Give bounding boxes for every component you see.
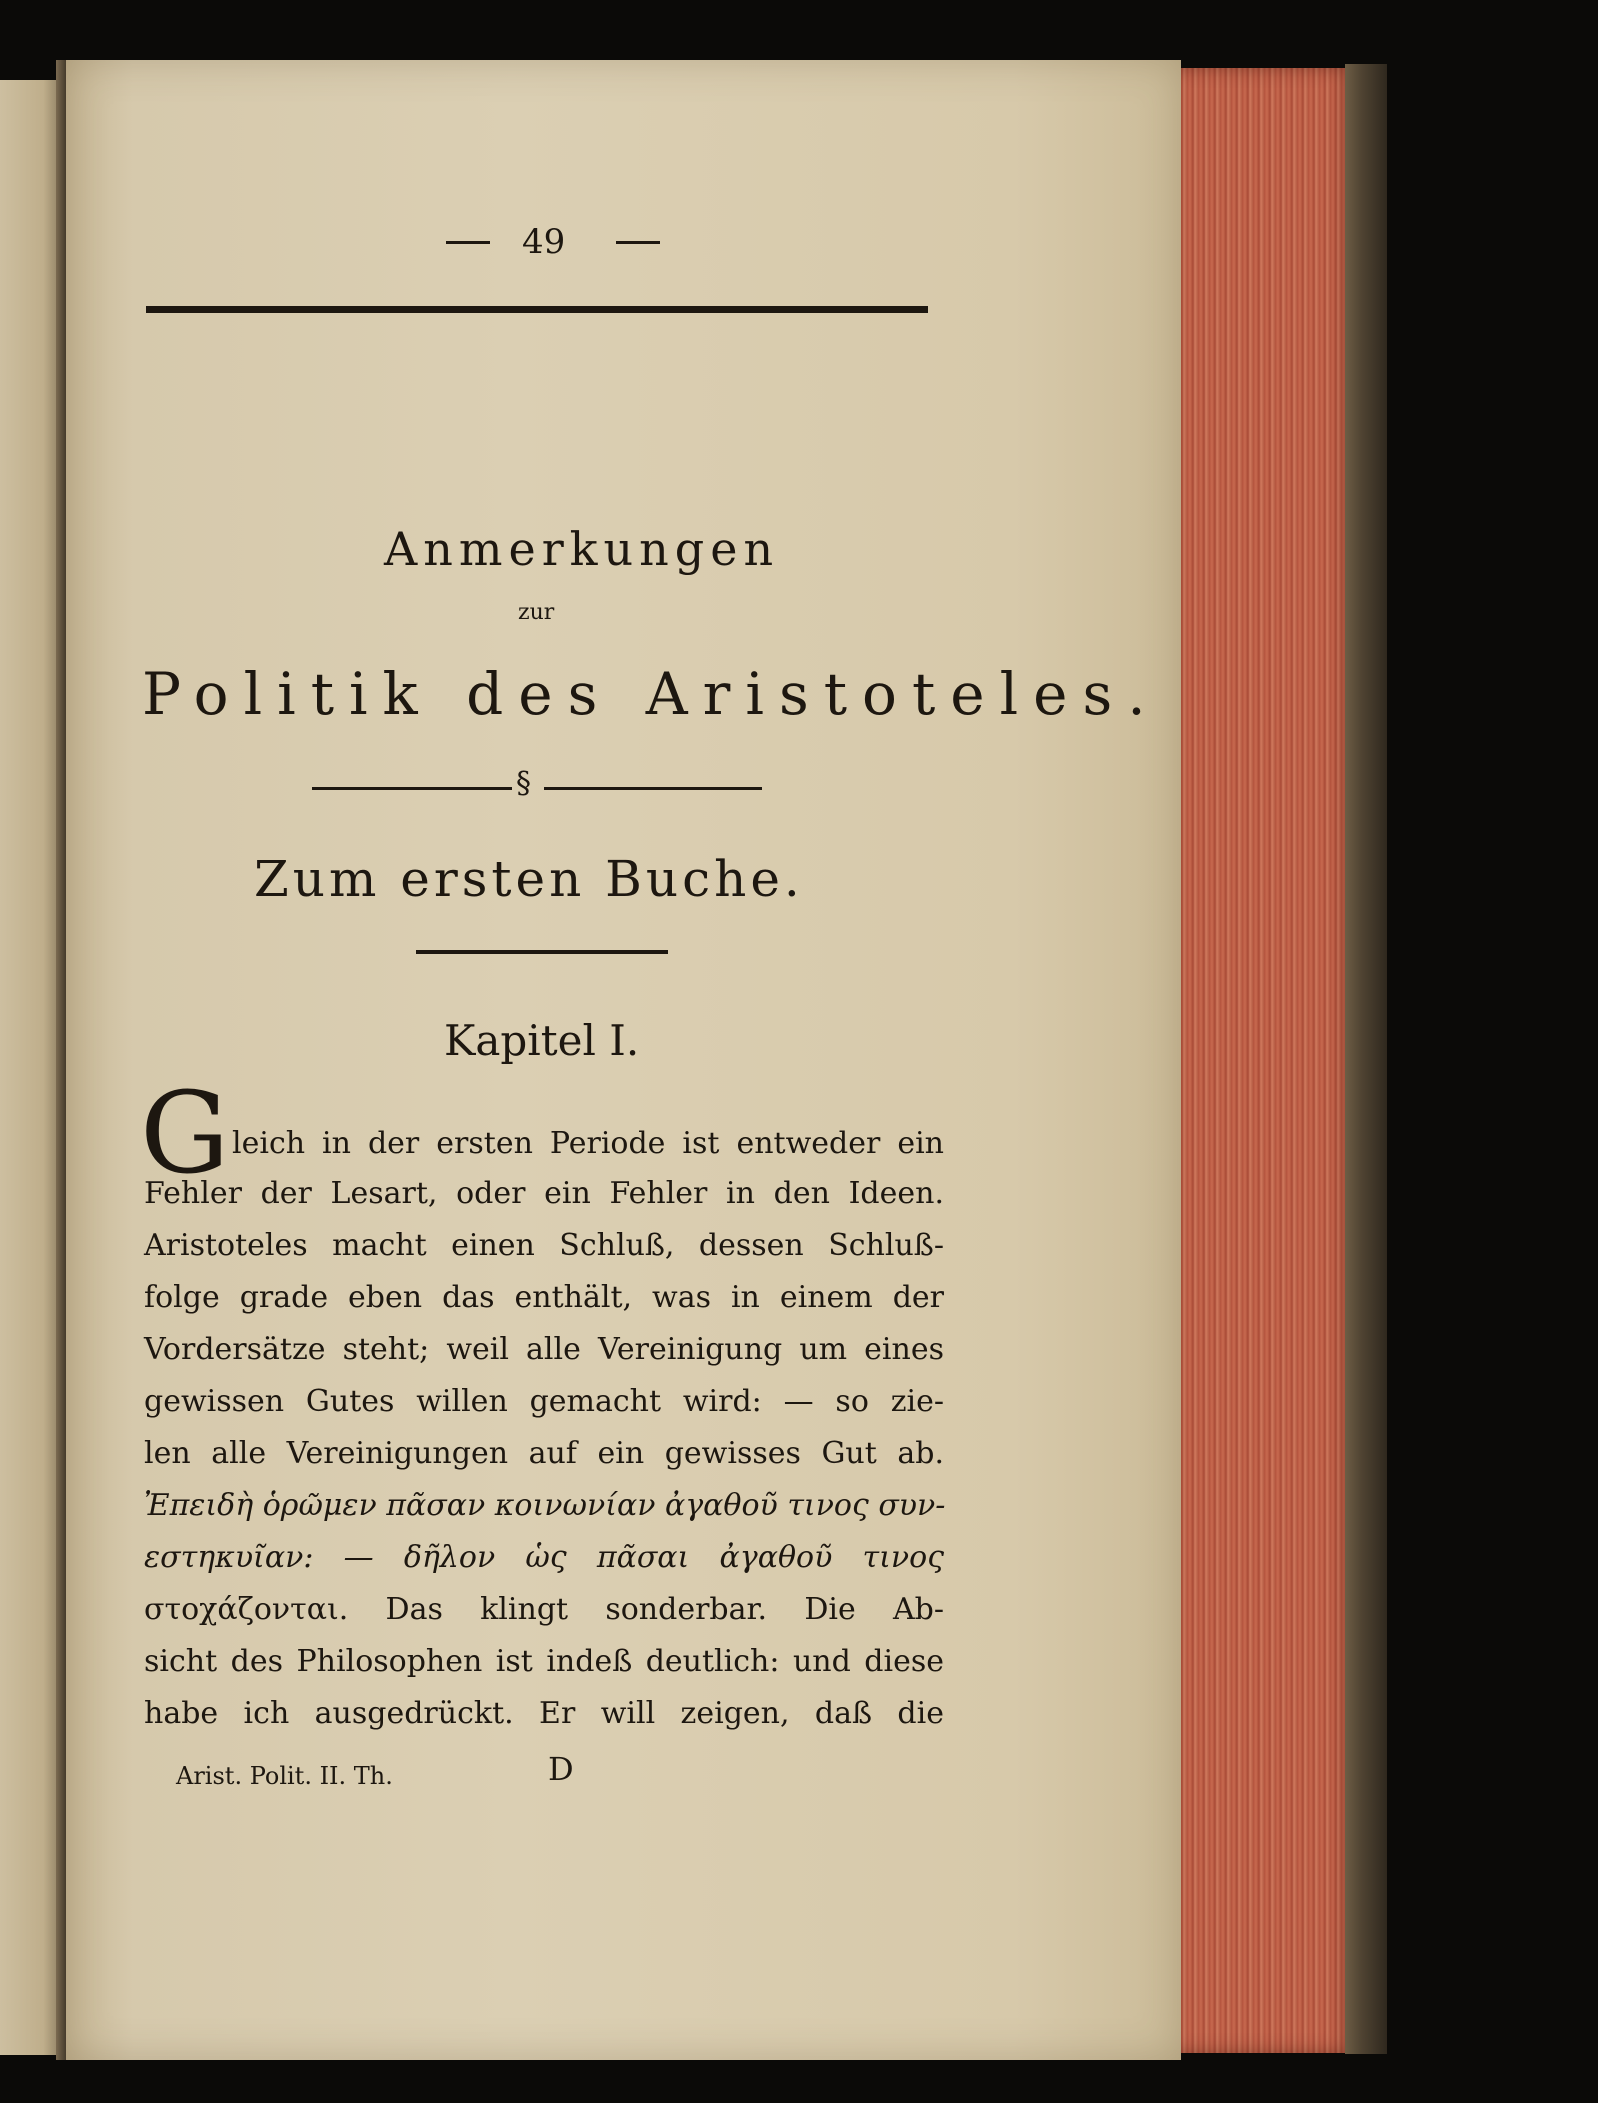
facing-page-edge bbox=[0, 80, 62, 2055]
body-line: gewissen Gutes willen gemacht wird: — so zie- bbox=[144, 1384, 944, 1419]
heading-anmerkungen: Anmerkungen bbox=[384, 522, 780, 576]
body-line: Aristoteles macht einen Schluß, dessen Schluß- bbox=[144, 1228, 944, 1263]
section-rule bbox=[416, 950, 668, 954]
body-line: Fehler der Lesart, oder ein Fehler in den Ideen. bbox=[144, 1176, 944, 1211]
ornament-line-left bbox=[312, 787, 512, 790]
body-line: habe ich ausgedrückt. Er will zeigen, daß die bbox=[144, 1696, 944, 1731]
body-line: Vordersätze steht; weil alle Vereinigung um eines bbox=[144, 1332, 944, 1367]
heading-politik: Politik des Aristoteles. bbox=[142, 660, 1161, 728]
ornament-mark: § bbox=[516, 766, 531, 801]
page-number-dash-left bbox=[446, 241, 490, 244]
header-rule bbox=[146, 306, 928, 313]
page-number: 49 bbox=[522, 222, 566, 262]
drop-cap: G bbox=[140, 1069, 230, 1199]
page-number-dash-right bbox=[616, 241, 660, 244]
body-line: sicht des Philosophen ist indeß deutlich: und diese bbox=[144, 1644, 944, 1679]
body-line-greek: εστηκυῖαν: — δῆλον ὡς πᾶσαι ἀγαθοῦ τινος bbox=[144, 1540, 944, 1575]
heading-zur: zur bbox=[518, 600, 555, 625]
body-line-greek: Ἐπειδὴ ὁρῶμεν πᾶσαν κοινωνίαν ἀγαθοῦ τινος συν- bbox=[144, 1488, 946, 1523]
cover-board bbox=[1345, 64, 1387, 2054]
footer-catchword: D bbox=[548, 1750, 574, 1788]
ornament-rule bbox=[312, 766, 762, 801]
page-edges-block bbox=[1173, 68, 1354, 2053]
page-number-row bbox=[430, 222, 650, 262]
body-line: folge grade eben das enthält, was in einem der bbox=[144, 1280, 944, 1315]
body-line: στοχάζονται. Das klingt sonderbar. Die Ab- bbox=[144, 1592, 944, 1627]
body-line: len alle Vereinigungen auf ein gewisses Gut ab. bbox=[144, 1436, 944, 1471]
ornament-line-right bbox=[544, 787, 762, 790]
footer-signature: Arist. Polit. II. Th. bbox=[176, 1762, 393, 1790]
body-line: leich in der ersten Periode ist entweder ein bbox=[232, 1126, 944, 1161]
book-title: Zum ersten Buche. bbox=[254, 850, 804, 908]
chapter-heading: Kapitel I. bbox=[444, 1016, 640, 1065]
